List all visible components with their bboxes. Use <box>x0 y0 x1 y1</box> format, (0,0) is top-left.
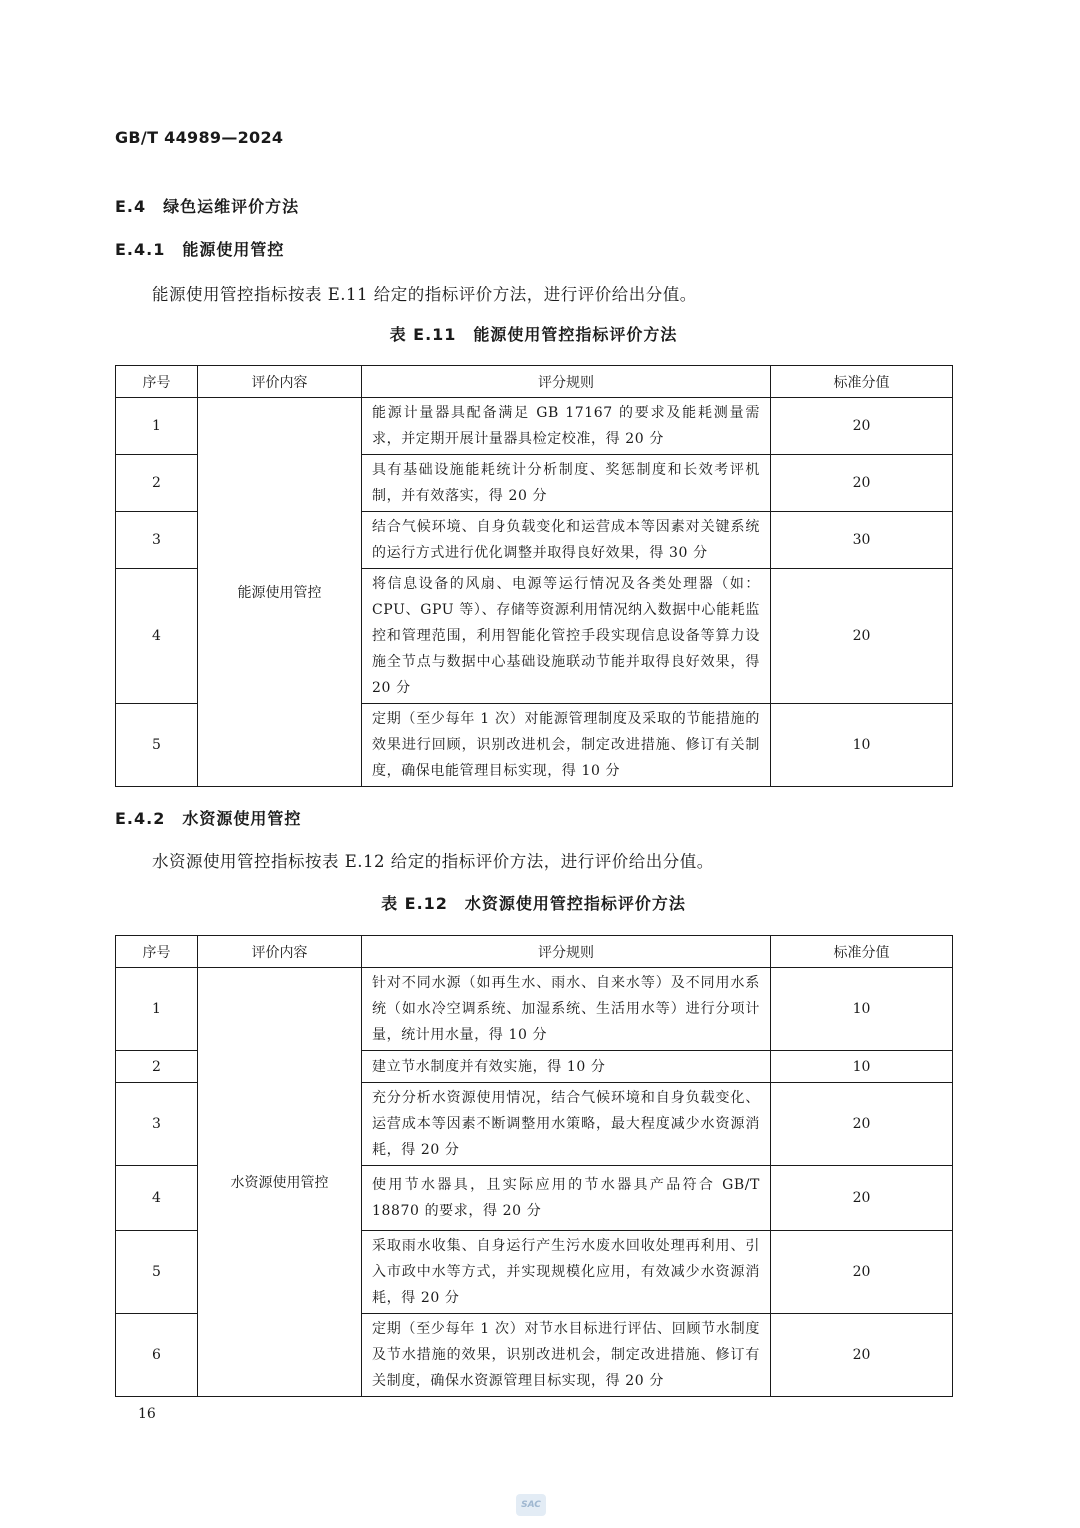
row-content: 能源使用管控 <box>198 398 362 787</box>
row-rule: 定期（至少每年 1 次）对能源管理制度及采取的节能措施的效果进行回顾，识别改进机会，制定改进措施、修订有关制度，确保电能管理目标实现，得 10 分 <box>362 704 771 787</box>
row-no: 2 <box>116 455 198 512</box>
standard-number: GB/T 44989—2024 <box>115 128 284 147</box>
header-rule: 评分规则 <box>362 936 771 968</box>
header-content: 评价内容 <box>198 366 362 398</box>
table-header-row <box>116 366 953 398</box>
row-content: 水资源使用管控 <box>198 968 362 1397</box>
section-e41-title: E.4.1 能源使用管控 <box>115 240 285 259</box>
table-e12-caption: 表 E.12 水资源使用管控指标评价方法 <box>381 894 686 913</box>
row-no: 4 <box>116 1166 198 1231</box>
row-rule: 采取雨水收集、自身运行产生污水废水回收处理再利用、引入市政中水等方式，并实现规模化应用，有效减少水资源消耗，得 20 分 <box>362 1231 771 1314</box>
header-score: 标准分值 <box>771 936 953 968</box>
row-score: 20 <box>771 398 953 455</box>
row-score: 20 <box>771 455 953 512</box>
header-no: 序号 <box>116 366 198 398</box>
row-rule: 将信息设备的风扇、电源等运行情况及各类处理器（如：CPU、GPU 等）、存储等资源利用情况纳入数据中心能耗监控和管理范围，利用智能化管控手段实现信息设备等算力设施全节点与数据中心基础设施联动节能并取得良好效果，得 20 分 <box>362 569 771 704</box>
section-e42-intro: 水资源使用管控指标按表 E.12 给定的指标评价方法，进行评价给出分值。 <box>152 852 714 871</box>
row-score: 10 <box>771 704 953 787</box>
header-content: 评价内容 <box>198 936 362 968</box>
row-no: 5 <box>116 1231 198 1314</box>
row-score: 10 <box>771 1051 953 1083</box>
section-e41-intro: 能源使用管控指标按表 E.11 给定的指标评价方法，进行评价给出分值。 <box>152 285 697 304</box>
header-no: 序号 <box>116 936 198 968</box>
row-no: 1 <box>116 968 198 1051</box>
row-rule: 针对不同水源（如再生水、雨水、自来水等）及不同用水系统（如水冷空调系统、加湿系统、生活用水等）进行分项计量，统计用水量，得 10 分 <box>362 968 771 1051</box>
sac-logo: SAC <box>516 1494 546 1516</box>
row-rule: 能源计量器具配备满足 GB 17167 的要求及能耗测量需求，并定期开展计量器具检定校准，得 20 分 <box>362 398 771 455</box>
row-rule: 定期（至少每年 1 次）对节水目标进行评估、回顾节水制度及节水措施的效果，识别改进机会，制定改进措施、修订有关制度，确保水资源管理目标实现，得 20 分 <box>362 1314 771 1397</box>
row-score: 10 <box>771 968 953 1051</box>
row-score: 30 <box>771 512 953 569</box>
row-no: 1 <box>116 398 198 455</box>
header-rule: 评分规则 <box>362 366 771 398</box>
header-score: 标准分值 <box>771 366 953 398</box>
row-no: 4 <box>116 569 198 704</box>
row-no: 2 <box>116 1051 198 1083</box>
section-e42-title: E.4.2 水资源使用管控 <box>115 809 302 828</box>
row-score: 20 <box>771 569 953 704</box>
page-number: 16 <box>138 1406 156 1422</box>
row-rule: 建立节水制度并有效实施，得 10 分 <box>362 1051 771 1083</box>
row-no: 5 <box>116 704 198 787</box>
row-score: 20 <box>771 1314 953 1397</box>
row-rule: 充分分析水资源使用情况，结合气候环境和自身负载变化、运营成本等因素不断调整用水策略，最大程度减少水资源消耗，得 20 分 <box>362 1083 771 1166</box>
row-score: 20 <box>771 1166 953 1231</box>
row-score: 20 <box>771 1083 953 1166</box>
row-no: 6 <box>116 1314 198 1397</box>
row-rule: 具有基础设施能耗统计分析制度、奖惩制度和长效考评机制，并有效落实，得 20 分 <box>362 455 771 512</box>
row-score: 20 <box>771 1231 953 1314</box>
row-no: 3 <box>116 1083 198 1166</box>
row-rule: 使用节水器具，且实际应用的节水器具产品符合 GB/T 18870 的要求，得 20 分 <box>362 1166 771 1231</box>
table-e12 <box>115 935 953 1397</box>
section-e4-title: E.4 绿色运维评价方法 <box>115 197 300 216</box>
table-row <box>116 398 953 455</box>
row-no: 3 <box>116 512 198 569</box>
table-e11 <box>115 365 953 787</box>
table-row <box>116 968 953 1051</box>
table-header-row <box>116 936 953 968</box>
table-e11-caption: 表 E.11 能源使用管控指标评价方法 <box>389 325 678 344</box>
row-rule: 结合气候环境、自身负载变化和运营成本等因素对关键系统的运行方式进行优化调整并取得良好效果，得 30 分 <box>362 512 771 569</box>
